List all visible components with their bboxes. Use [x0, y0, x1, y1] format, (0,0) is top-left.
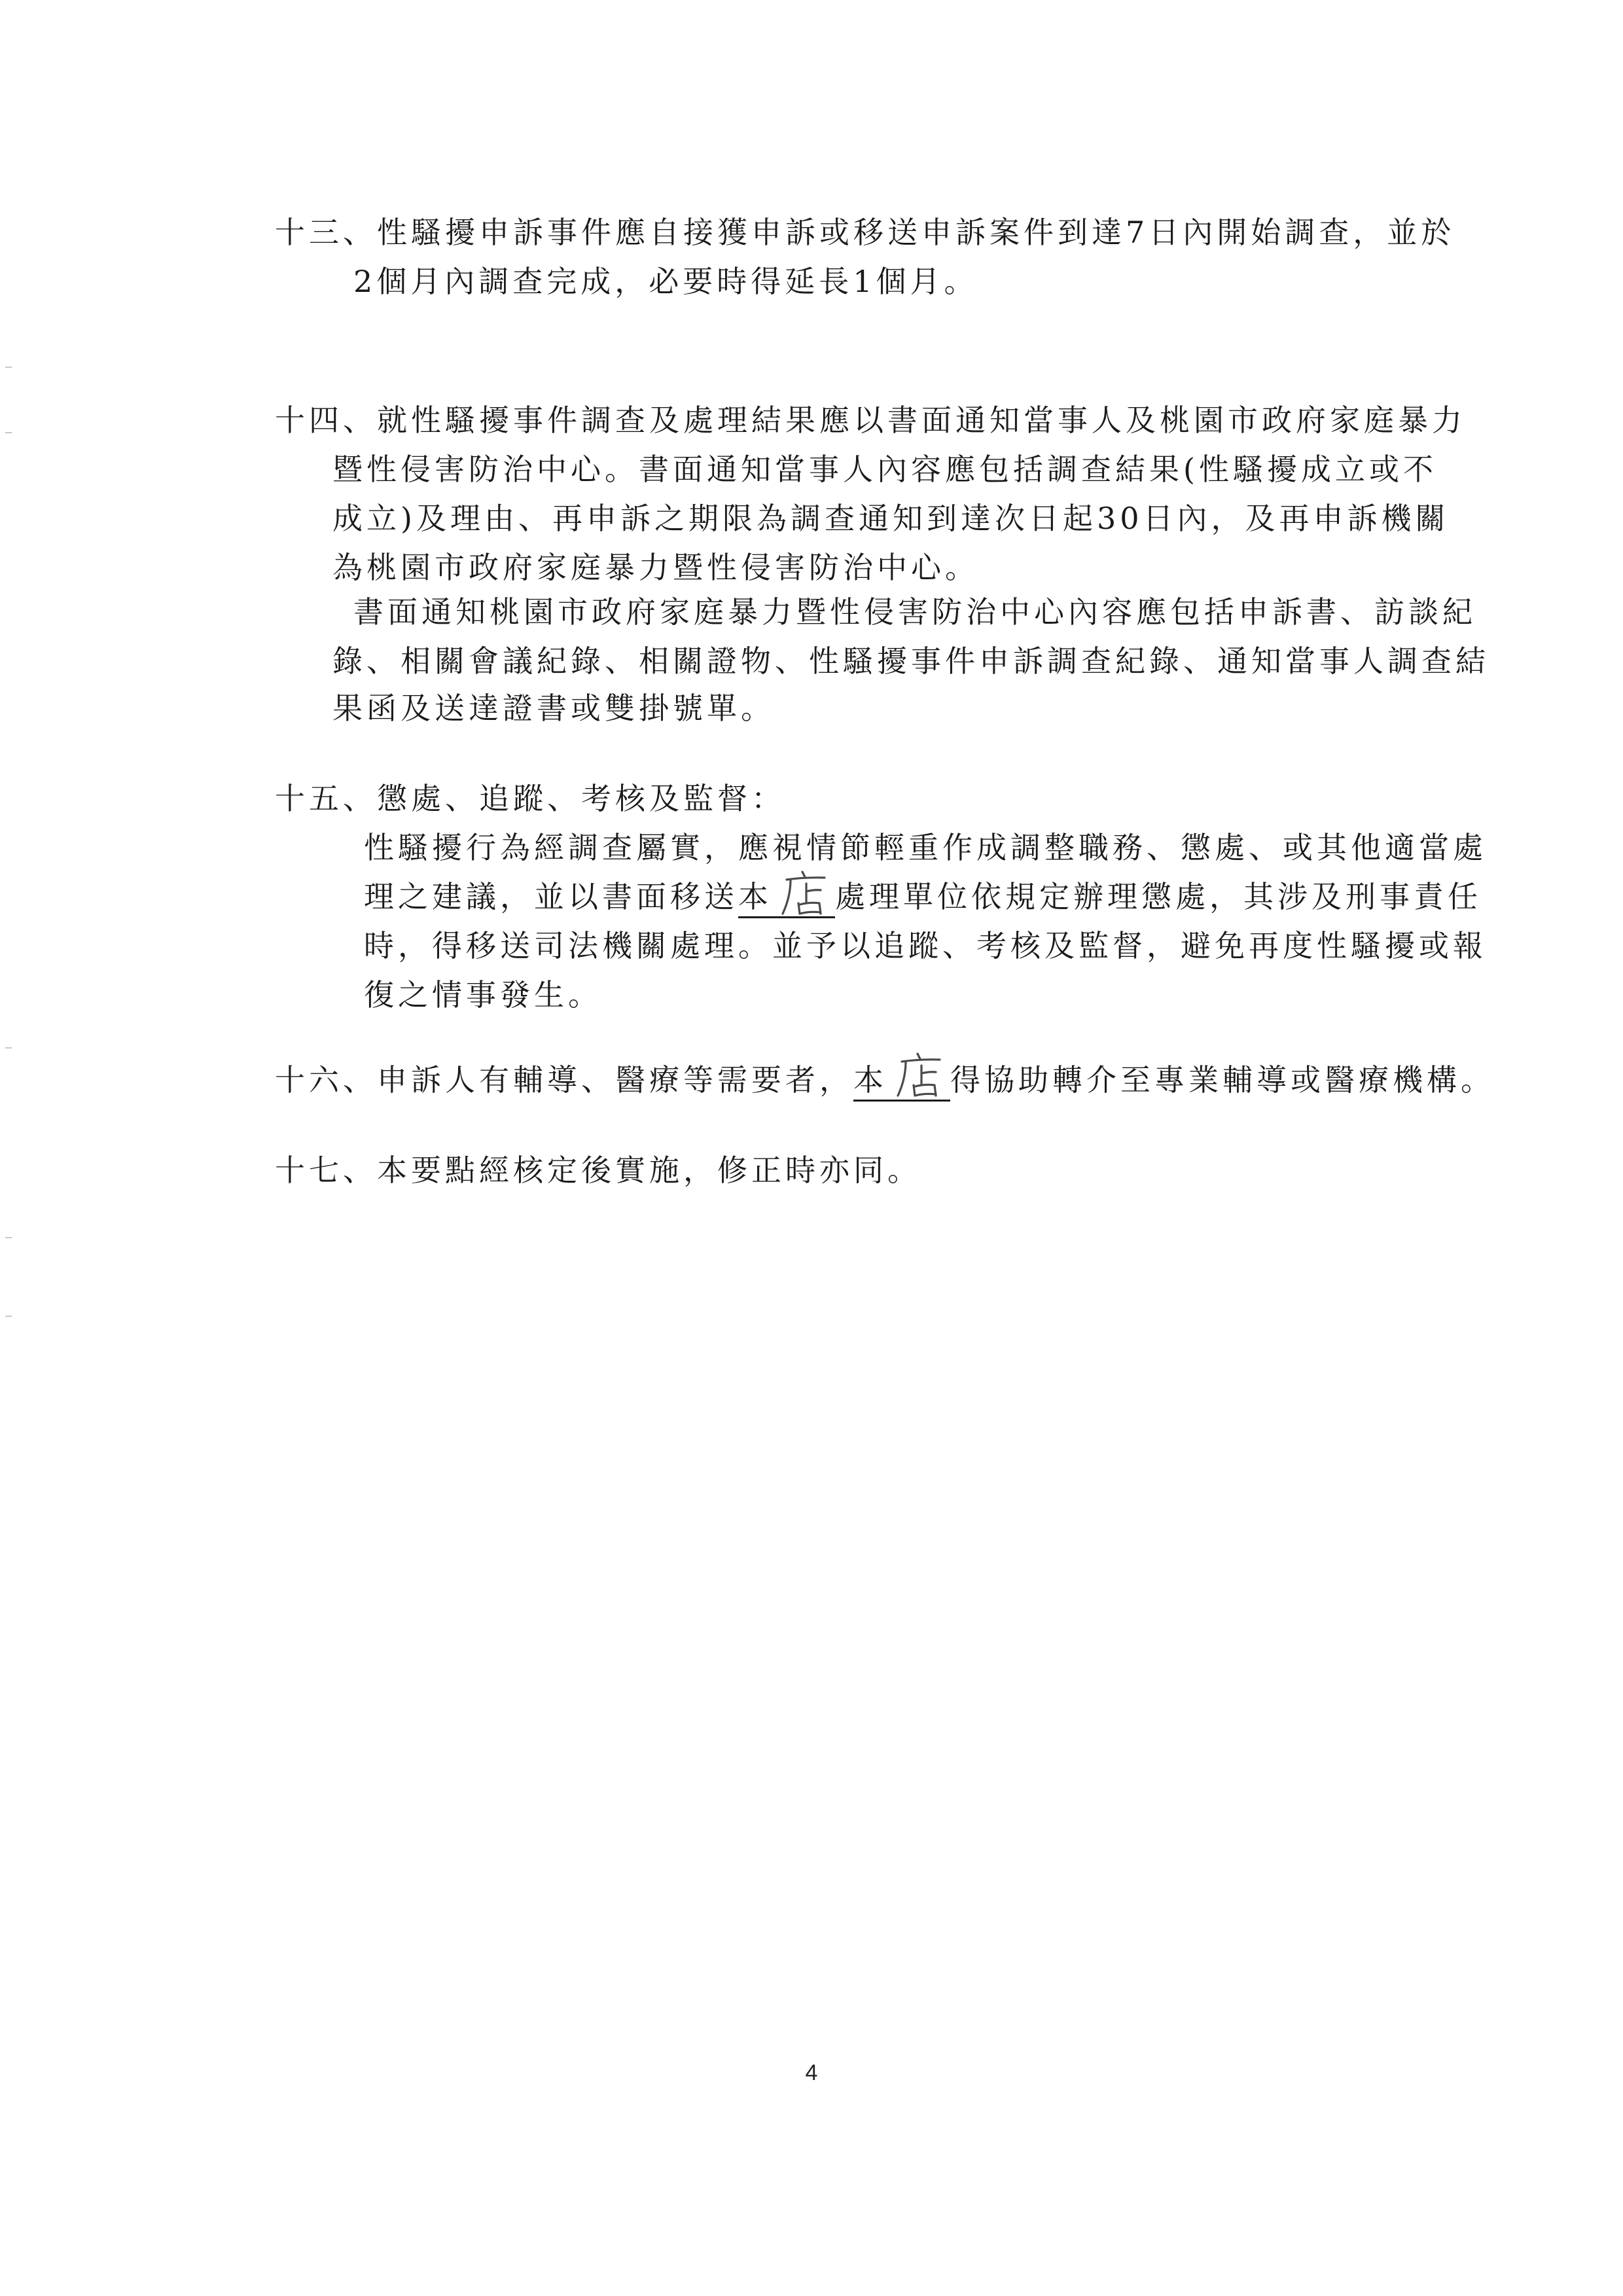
- scan-artifact: [5, 432, 12, 433]
- handwriting-stroke-icon: [776, 868, 831, 920]
- clause-15-line-3: [364, 877, 1482, 918]
- clause-16-after: 得協助轉介至專業輔導或醫療機構。: [950, 1062, 1495, 1098]
- handwritten-store-char: [887, 1060, 950, 1100]
- clause-15-line-5: 復之情事發生。: [364, 977, 602, 1013]
- blank-prefilled-text: 本: [738, 879, 772, 914]
- handwriting-stroke-icon: [891, 1051, 946, 1103]
- clause-14-line-4: 為桃園市政府家庭暴力暨性侵害防治中心。: [332, 550, 979, 585]
- clause-15-line-2: 性騷擾行為經調查屬實，應視情節輕重作成調整職務、懲處、或其他適當處: [364, 830, 1487, 865]
- clause-16-before: 十六、申訴人有輔導、醫療等需要者，: [275, 1062, 853, 1098]
- clause-15-line-4: 時，得移送司法機關處理。並予以追蹤、考核及監督，避免再度性騷擾或報: [364, 928, 1487, 963]
- clause-15-heading: 十五、懲處、追蹤、考核及監督：: [275, 781, 785, 816]
- clause-14-line-7: 果函及送達證書或雙掛號單。: [332, 691, 775, 726]
- clause-13-line-2: 2個月內調查完成，必要時得延長1個月。: [353, 264, 978, 299]
- page-number: 4: [805, 2060, 818, 2085]
- filled-blank-unit: [853, 1060, 950, 1102]
- clause-14-line-5: 書面通知桃園市政府家庭暴力暨性侵害防治中心內容應包括申訴書、訪談紀: [353, 594, 1476, 630]
- handwritten-store-char: [772, 877, 835, 916]
- clause-14-line-3: 成立)及理由、再申訴之期限為調查通知到達次日起30日內，及再申訴機關: [332, 501, 1450, 536]
- clause-16-line: [275, 1060, 1495, 1102]
- clause-14-line-2: 暨性侵害防治中心。書面通知當事人內容應包括調查結果(性騷擾成立或不: [332, 452, 1437, 487]
- clause-13-line-1: 十三、性騷擾申訴事件應自接獲申訴或移送申訴案件到達7日內開始調查，並於: [275, 215, 1455, 250]
- clause-15-line-3-before: 理之建議，並以書面移送: [364, 879, 738, 914]
- clause-14-line-1: 十四、就性騷擾事件調查及處理結果應以書面通知當事人及桃園市政府家庭暴力: [275, 403, 1466, 438]
- blank-prefilled-text: 本: [853, 1062, 887, 1098]
- clause-17-line: 十七、本要點經核定後實施，修正時亦同。: [275, 1153, 921, 1188]
- scan-artifact: [5, 367, 12, 368]
- scan-artifact: [5, 1316, 12, 1317]
- clause-15-line-3-after: 處理單位依規定辦理懲處，其涉及刑事責任: [835, 879, 1482, 914]
- clause-14-line-6: 錄、相關會議紀錄、相關證物、性騷擾事件申訴調查紀錄、通知當事人調查結: [332, 643, 1489, 679]
- filled-blank-unit: [738, 877, 835, 918]
- scan-artifact: [5, 1237, 12, 1238]
- scan-artifact: [5, 1047, 12, 1049]
